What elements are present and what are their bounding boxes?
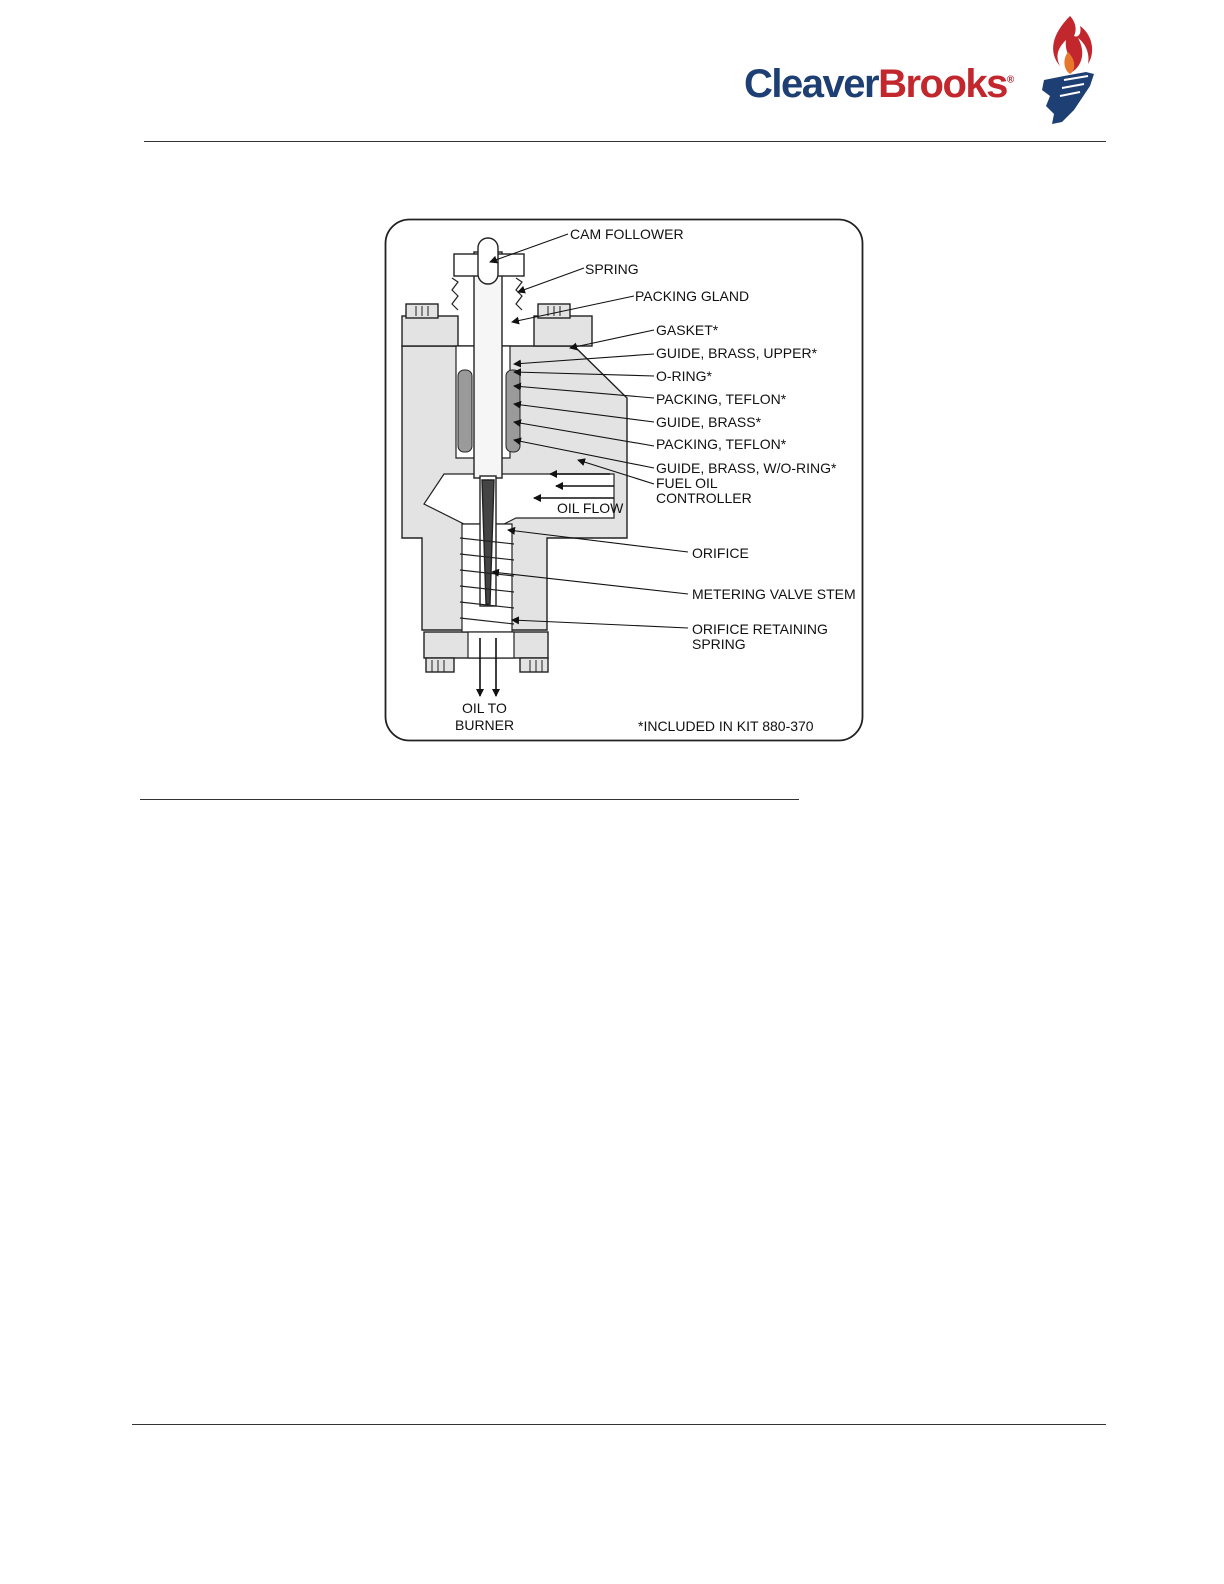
label-packing-teflon-2: PACKING, TEFLON* bbox=[656, 436, 787, 452]
label-orifice-retaining-spring: SPRING bbox=[692, 636, 746, 652]
label-orifice: ORIFICE bbox=[692, 545, 749, 561]
footer-rule bbox=[132, 1424, 1106, 1425]
label-spring: SPRING bbox=[585, 261, 639, 277]
label-packing-teflon-1: PACKING, TEFLON* bbox=[656, 391, 787, 407]
flame-hand-icon bbox=[1034, 14, 1102, 128]
label-oil-to: OIL TO bbox=[462, 700, 507, 716]
fuel-oil-controller-diagram bbox=[384, 218, 864, 742]
label-fuel-oil: FUEL OIL bbox=[656, 475, 718, 491]
registered-mark: ® bbox=[1006, 74, 1015, 86]
cleaver-brooks-logo bbox=[738, 14, 1102, 128]
label-guide-brass-upper: GUIDE, BRASS, UPPER* bbox=[656, 345, 818, 361]
label-controller: CONTROLLER bbox=[656, 490, 752, 506]
logo-text-brooks: Brooks bbox=[878, 62, 1007, 106]
label-cam-follower: CAM FOLLOWER bbox=[570, 226, 684, 242]
label-oil-flow: OIL FLOW bbox=[557, 500, 624, 516]
label-orifice-retaining: ORIFICE RETAINING bbox=[692, 621, 828, 637]
logo-wordmark bbox=[744, 62, 1014, 107]
kit-note: *INCLUDED IN KIT 880-370 bbox=[638, 718, 814, 734]
label-guide-brass: GUIDE, BRASS* bbox=[656, 414, 762, 430]
label-metering-valve-stem: METERING VALVE STEM bbox=[692, 586, 856, 602]
header-rule bbox=[144, 141, 1106, 142]
outlet-port bbox=[468, 632, 514, 658]
label-burner: BURNER bbox=[455, 717, 515, 733]
label-packing-gland: PACKING GLAND bbox=[635, 288, 750, 304]
label-guide-brass-wo-ring: GUIDE, BRASS, W/O-RING* bbox=[656, 460, 837, 476]
logo-text-cleaver: Cleaver bbox=[744, 62, 879, 106]
caption-rule bbox=[140, 799, 799, 800]
label-o-ring: O-RING* bbox=[656, 368, 712, 384]
label-gasket: GASKET* bbox=[656, 322, 719, 338]
